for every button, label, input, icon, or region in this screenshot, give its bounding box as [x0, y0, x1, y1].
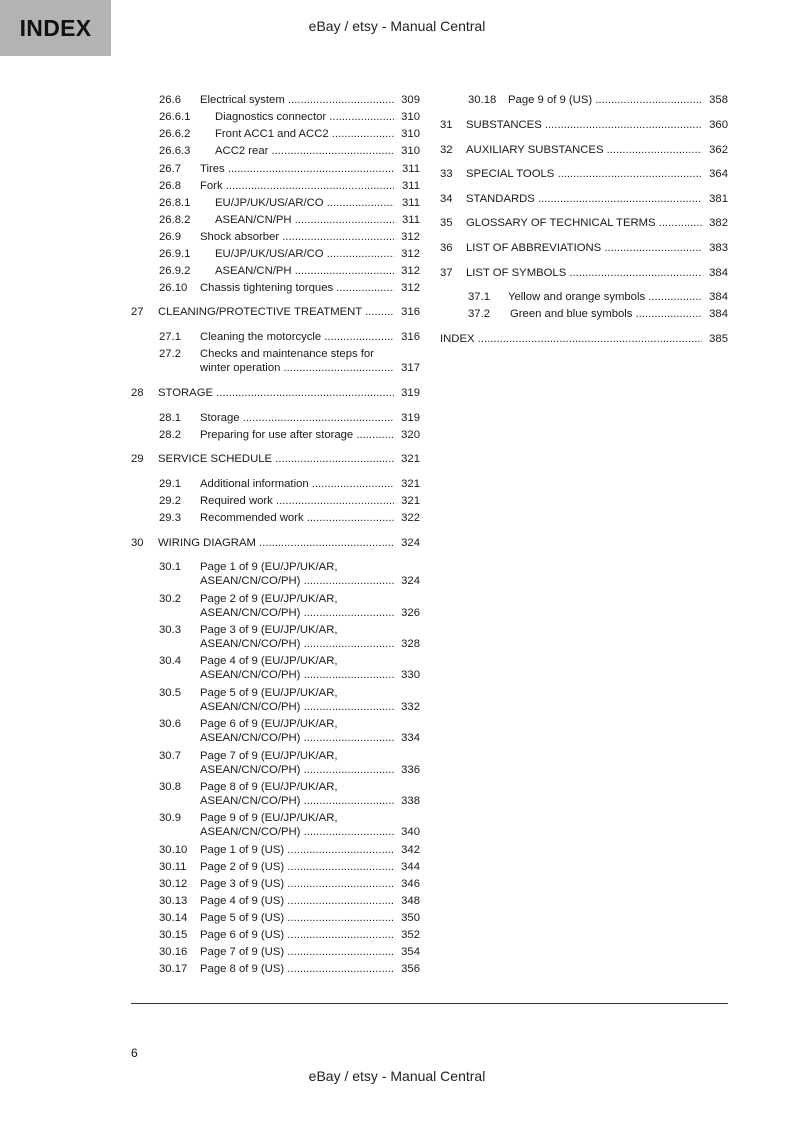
- toc-entry-title-continued: ASEAN/CN/CO/PH) .....: [200, 606, 394, 620]
- toc-entry-page: 321: [401, 453, 420, 465]
- toc-entry-page: 321: [401, 478, 420, 490]
- toc-entry-page: 342: [401, 844, 420, 856]
- toc-entry-title: Chassis tightening torques .....: [200, 281, 394, 295]
- toc-entry[interactable]: [131, 811, 420, 839]
- toc-entry[interactable]: [131, 843, 420, 857]
- toc-entry-number: 28.1: [159, 412, 181, 424]
- toc-entry-page: 332: [401, 701, 420, 713]
- toc-entry-page: 310: [401, 128, 420, 140]
- toc-entry[interactable]: [131, 686, 420, 714]
- toc-entry-title: Storage .....: [200, 411, 394, 425]
- toc-entry-number: 30.8: [159, 781, 181, 793]
- toc-entry-number: 26.6.3: [159, 145, 191, 157]
- toc-entry-page: 310: [401, 111, 420, 123]
- toc-entry-title: ACC2 rear .....: [215, 144, 394, 158]
- toc-entry-page: 324: [401, 575, 420, 587]
- toc-entry-title: Page 3 of 9 (EU/JP/UK/AR,: [200, 624, 338, 636]
- toc-entry-page: 312: [401, 231, 420, 243]
- toc-entry-title: Page 2 of 9 (US) .....: [200, 860, 394, 874]
- toc-entry-title: Page 6 of 9 (US) .....: [200, 928, 394, 942]
- toc-entry-title: Green and blue symbols .....: [510, 307, 702, 321]
- toc-entry-page: 356: [401, 963, 420, 975]
- toc-entry-page: 334: [401, 732, 420, 744]
- toc-entry[interactable]: [131, 860, 420, 874]
- toc-entry-page: 383: [709, 242, 728, 254]
- toc-entry[interactable]: [131, 196, 420, 210]
- toc-entry-number: 26.6: [159, 94, 181, 106]
- toc-entry-title: AUXILIARY SUBSTANCES .....: [466, 143, 702, 157]
- toc-entry-title-continued: ASEAN/CN/CO/PH) .....: [200, 637, 394, 651]
- toc-entry-page: 322: [401, 512, 420, 524]
- toc-entry-title: Yellow and orange symbols .....: [508, 290, 702, 304]
- toc-entry[interactable]: [131, 945, 420, 959]
- toc-entry[interactable]: [131, 179, 420, 193]
- toc-entry[interactable]: [440, 307, 728, 321]
- toc-entry[interactable]: [440, 143, 728, 157]
- toc-entry-title-continued: ASEAN/CN/CO/PH) .....: [200, 763, 394, 777]
- toc-entry-number: 30.9: [159, 812, 181, 824]
- toc-entry[interactable]: [131, 110, 420, 124]
- toc-entry-page: 346: [401, 878, 420, 890]
- toc-entry[interactable]: [131, 477, 420, 491]
- toc-entry[interactable]: [131, 213, 420, 227]
- toc-entry-number: 26.6.1: [159, 111, 191, 123]
- toc-entry-title: SPECIAL TOOLS .....: [466, 167, 702, 181]
- toc-entry-page: 384: [709, 291, 728, 303]
- toc-entry-page: 321: [401, 495, 420, 507]
- toc-entry-page: 328: [401, 638, 420, 650]
- toc-entry-number: 31: [440, 119, 453, 131]
- toc-entry[interactable]: [131, 623, 420, 651]
- toc-entry[interactable]: [131, 305, 420, 319]
- toc-entry-page: 324: [401, 537, 420, 549]
- toc-entry[interactable]: [131, 386, 420, 400]
- toc-entry-title: Page 5 of 9 (US) .....: [200, 911, 394, 925]
- toc-entry-number: 30.4: [159, 655, 181, 667]
- toc-entry-title: Recommended work .....: [200, 511, 394, 525]
- toc-entry[interactable]: [131, 877, 420, 891]
- toc-entry-title: SERVICE SCHEDULE .....: [158, 452, 394, 466]
- toc-entry-number: 33: [440, 168, 453, 180]
- toc-entry-title: Page 9 of 9 (US) .....: [508, 93, 702, 107]
- toc-entry[interactable]: [131, 592, 420, 620]
- toc-entry-page: 311: [401, 214, 420, 226]
- toc-entry[interactable]: [440, 93, 728, 107]
- toc-entry-number: 30.14: [159, 912, 188, 924]
- toc-entry-page: 319: [401, 387, 420, 399]
- toc-entry-page: 316: [401, 331, 420, 343]
- toc-entry[interactable]: [440, 241, 728, 255]
- toc-entry[interactable]: [440, 290, 728, 304]
- toc-entry-page: 352: [401, 929, 420, 941]
- toc-entry-number: 26.6.2: [159, 128, 191, 140]
- toc-entry-page: 381: [709, 193, 728, 205]
- toc-entry-number: 30: [131, 537, 144, 549]
- toc-entry[interactable]: [131, 330, 420, 344]
- toc-entry-title: Electrical system .....: [200, 93, 394, 107]
- toc-entry[interactable]: [440, 118, 728, 132]
- toc-entry[interactable]: [131, 230, 420, 244]
- toc-entry-title: Additional information .....: [200, 477, 394, 491]
- toc-entry-number: 27: [131, 306, 144, 318]
- toc-entry[interactable]: [131, 560, 420, 588]
- toc-entry-title: Page 6 of 9 (EU/JP/UK/AR,: [200, 718, 338, 730]
- toc-entry-title: Page 8 of 9 (EU/JP/UK/AR,: [200, 781, 338, 793]
- toc-entry-page: 319: [401, 412, 420, 424]
- toc-entry[interactable]: [131, 281, 420, 295]
- toc-entry-page: 311: [401, 197, 420, 209]
- toc-entry-page: 385: [709, 333, 728, 345]
- toc-entry-title: Page 7 of 9 (EU/JP/UK/AR,: [200, 750, 338, 762]
- toc-entry-page: 330: [401, 669, 420, 681]
- toc-entry-number: 29.1: [159, 478, 181, 490]
- toc-entry-title: Required work .....: [200, 494, 394, 508]
- toc-entry-number: 32: [440, 144, 453, 156]
- toc-entry-number: 30.17: [159, 963, 188, 975]
- toc-entry[interactable]: [131, 962, 420, 976]
- toc-entry[interactable]: [131, 654, 420, 682]
- toc-entry-title: STORAGE .....: [158, 386, 394, 400]
- toc-entry-title: EU/JP/UK/US/AR/CO .....: [215, 247, 394, 261]
- toc-entry-page: 310: [401, 145, 420, 157]
- toc-entry[interactable]: [131, 911, 420, 925]
- toc-entry-title: Checks and maintenance steps for: [200, 348, 374, 360]
- toc-entry-page: 364: [709, 168, 728, 180]
- toc-entry-number: 26.8.1: [159, 197, 191, 209]
- toc-entry-title: Diagnostics connector .....: [215, 110, 394, 124]
- toc-entry-title: LIST OF SYMBOLS .....: [466, 266, 702, 280]
- toc-entry-number: 27.1: [159, 331, 181, 343]
- toc-entry-number: 30.18: [468, 94, 497, 106]
- toc-entry-title: LIST OF ABBREVIATIONS .....: [466, 241, 702, 255]
- toc-entry[interactable]: [440, 192, 728, 206]
- toc-entry-title: SUBSTANCES .....: [466, 118, 702, 132]
- toc-entry-title: INDEX .....: [440, 332, 702, 346]
- toc-entry-number: 28.2: [159, 429, 181, 441]
- toc-entry-title: Page 4 of 9 (EU/JP/UK/AR,: [200, 655, 338, 667]
- toc-entry-title: ASEAN/CN/PH .....: [215, 213, 394, 227]
- toc-entry-page: 338: [401, 795, 420, 807]
- toc-entry-page: 311: [401, 163, 420, 175]
- toc-entry-title: Cleaning the motorcycle .....: [200, 330, 394, 344]
- toc-entry[interactable]: [440, 266, 728, 280]
- toc-entry-number: 29.2: [159, 495, 181, 507]
- toc-entry-title: Tires .....: [200, 162, 394, 176]
- toc-entry[interactable]: [131, 144, 420, 158]
- toc-entry-page: 340: [401, 826, 420, 838]
- toc-entry-title-continued: winter operation .....: [200, 361, 394, 375]
- toc-entry-title: Page 9 of 9 (EU/JP/UK/AR,: [200, 812, 338, 824]
- toc-entry-title: WIRING DIAGRAM .....: [158, 536, 394, 550]
- toc-entry-page: 312: [401, 265, 420, 277]
- toc-entry-title: GLOSSARY OF TECHNICAL TERMS .....: [466, 216, 702, 230]
- toc-entry-number: 30.10: [159, 844, 188, 856]
- toc-entry-title: Page 2 of 9 (EU/JP/UK/AR,: [200, 593, 338, 605]
- toc-entry-number: 30.12: [159, 878, 188, 890]
- toc-entry[interactable]: [131, 127, 420, 141]
- toc-entry[interactable]: [131, 717, 420, 745]
- toc-entry-number: 26.10: [159, 282, 188, 294]
- toc-entry-title: Preparing for use after storage .....: [200, 428, 394, 442]
- toc-entry-page: 326: [401, 607, 420, 619]
- toc-entry-title: Page 3 of 9 (US) .....: [200, 877, 394, 891]
- toc-entry-number: 30.15: [159, 929, 188, 941]
- toc-entry-number: 26.9.2: [159, 265, 191, 277]
- toc-entry-title-continued: ASEAN/CN/CO/PH) .....: [200, 731, 394, 745]
- toc-entry-page: 358: [709, 94, 728, 106]
- toc-entry-number: 37: [440, 267, 453, 279]
- toc-entry[interactable]: [131, 247, 420, 261]
- footer-rule: [131, 1003, 728, 1004]
- toc-entry-page: 382: [709, 217, 728, 229]
- toc-entry-title: Shock absorber .....: [200, 230, 394, 244]
- toc-entry-number: 34: [440, 193, 453, 205]
- toc-entry[interactable]: [131, 452, 420, 466]
- toc-entry-title-continued: ASEAN/CN/CO/PH) .....: [200, 825, 394, 839]
- toc-entry[interactable]: [131, 411, 420, 425]
- toc-entry-number: 29: [131, 453, 144, 465]
- toc-entry-title: Page 5 of 9 (EU/JP/UK/AR,: [200, 687, 338, 699]
- toc-entry-title-continued: ASEAN/CN/CO/PH) .....: [200, 700, 394, 714]
- toc-entry-title-continued: ASEAN/CN/CO/PH) .....: [200, 574, 394, 588]
- toc-entry[interactable]: [131, 264, 420, 278]
- toc-entry-page: 320: [401, 429, 420, 441]
- toc-entry-number: 30.13: [159, 895, 188, 907]
- toc-entry[interactable]: [131, 162, 420, 176]
- toc-entry-title: STANDARDS .....: [466, 192, 702, 206]
- toc-entry-number: 30.11: [159, 861, 187, 873]
- toc-entry[interactable]: [131, 749, 420, 777]
- toc-entry[interactable]: [131, 511, 420, 525]
- toc-entry-page: 384: [709, 267, 728, 279]
- toc-entry-page: 362: [709, 144, 728, 156]
- toc-entry-title: Page 1 of 9 (EU/JP/UK/AR,: [200, 561, 338, 573]
- toc-entry-number: 30.2: [159, 593, 181, 605]
- toc-entry[interactable]: [131, 780, 420, 808]
- toc-entry[interactable]: [131, 93, 420, 107]
- toc-entry-page: 360: [709, 119, 728, 131]
- toc-entry-number: 27.2: [159, 348, 181, 360]
- toc-entry-number: 37.2: [468, 308, 490, 320]
- toc-entry-page: 312: [401, 282, 420, 294]
- toc-entry-title: Page 1 of 9 (US) .....: [200, 843, 394, 857]
- toc-entry-number: 30.1: [159, 561, 181, 573]
- toc-entry-page: 309: [401, 94, 420, 106]
- toc-entry[interactable]: [440, 332, 728, 346]
- toc-entry-page: 348: [401, 895, 420, 907]
- toc-entry-title: Page 4 of 9 (US) .....: [200, 894, 394, 908]
- toc-entry-title-continued: ASEAN/CN/CO/PH) .....: [200, 794, 394, 808]
- toc-entry-number: 29.3: [159, 512, 181, 524]
- toc-entry-title: Page 7 of 9 (US) .....: [200, 945, 394, 959]
- page-number: 6: [131, 1046, 138, 1060]
- toc-entry-title: ASEAN/CN/PH .....: [215, 264, 394, 278]
- toc-entry-title: Front ACC1 and ACC2 .....: [215, 127, 394, 141]
- toc-entry-number: 30.7: [159, 750, 181, 762]
- toc-entry[interactable]: [440, 216, 728, 230]
- toc-entry-number: 37.1: [468, 291, 490, 303]
- toc-entry-title-continued: ASEAN/CN/CO/PH) .....: [200, 668, 394, 682]
- toc-entry[interactable]: [131, 536, 420, 550]
- toc-entry[interactable]: [131, 428, 420, 442]
- toc-entry-number: 30.5: [159, 687, 181, 699]
- toc-entry[interactable]: [131, 894, 420, 908]
- toc-entry[interactable]: [131, 928, 420, 942]
- toc-entry-page: 336: [401, 764, 420, 776]
- toc-entry-title: EU/JP/UK/US/AR/CO .....: [215, 196, 394, 210]
- toc-entry[interactable]: [131, 494, 420, 508]
- toc-entry-title: Page 8 of 9 (US) .....: [200, 962, 394, 976]
- toc-entry-page: 384: [709, 308, 728, 320]
- toc-entry-number: 26.8.2: [159, 214, 191, 226]
- toc-entry-number: 28: [131, 387, 144, 399]
- toc-entry-title: Fork .....: [200, 179, 394, 193]
- toc-entry-number: 35: [440, 217, 453, 229]
- toc-entry-page: 344: [401, 861, 420, 873]
- toc-entry-page: 317: [401, 362, 420, 374]
- toc-entry-title: CLEANING/PROTECTIVE TREATMENT .....: [158, 305, 394, 319]
- toc-entry-number: 26.8: [159, 180, 181, 192]
- toc-entry-number: 30.16: [159, 946, 188, 958]
- toc-entry-page: 316: [401, 306, 420, 318]
- toc-entry-page: 312: [401, 248, 420, 260]
- toc-entry-page: 350: [401, 912, 420, 924]
- index-tab-label: INDEX: [19, 14, 92, 41]
- toc-entry-page: 354: [401, 946, 420, 958]
- toc-entry[interactable]: [131, 347, 420, 375]
- header-watermark: eBay / etsy - Manual Central: [308, 18, 486, 34]
- toc-entry-number: 36: [440, 242, 453, 254]
- toc-entry-number: 26.9: [159, 231, 181, 243]
- toc-entry[interactable]: [440, 167, 728, 181]
- toc-entry-number: 30.3: [159, 624, 181, 636]
- footer-watermark: eBay / etsy - Manual Central: [308, 1068, 486, 1084]
- toc-entry-page: 311: [401, 180, 420, 192]
- toc-entry-number: 26.9.1: [159, 248, 191, 260]
- toc-entry-number: 30.6: [159, 718, 181, 730]
- toc-entry-number: 26.7: [159, 163, 181, 175]
